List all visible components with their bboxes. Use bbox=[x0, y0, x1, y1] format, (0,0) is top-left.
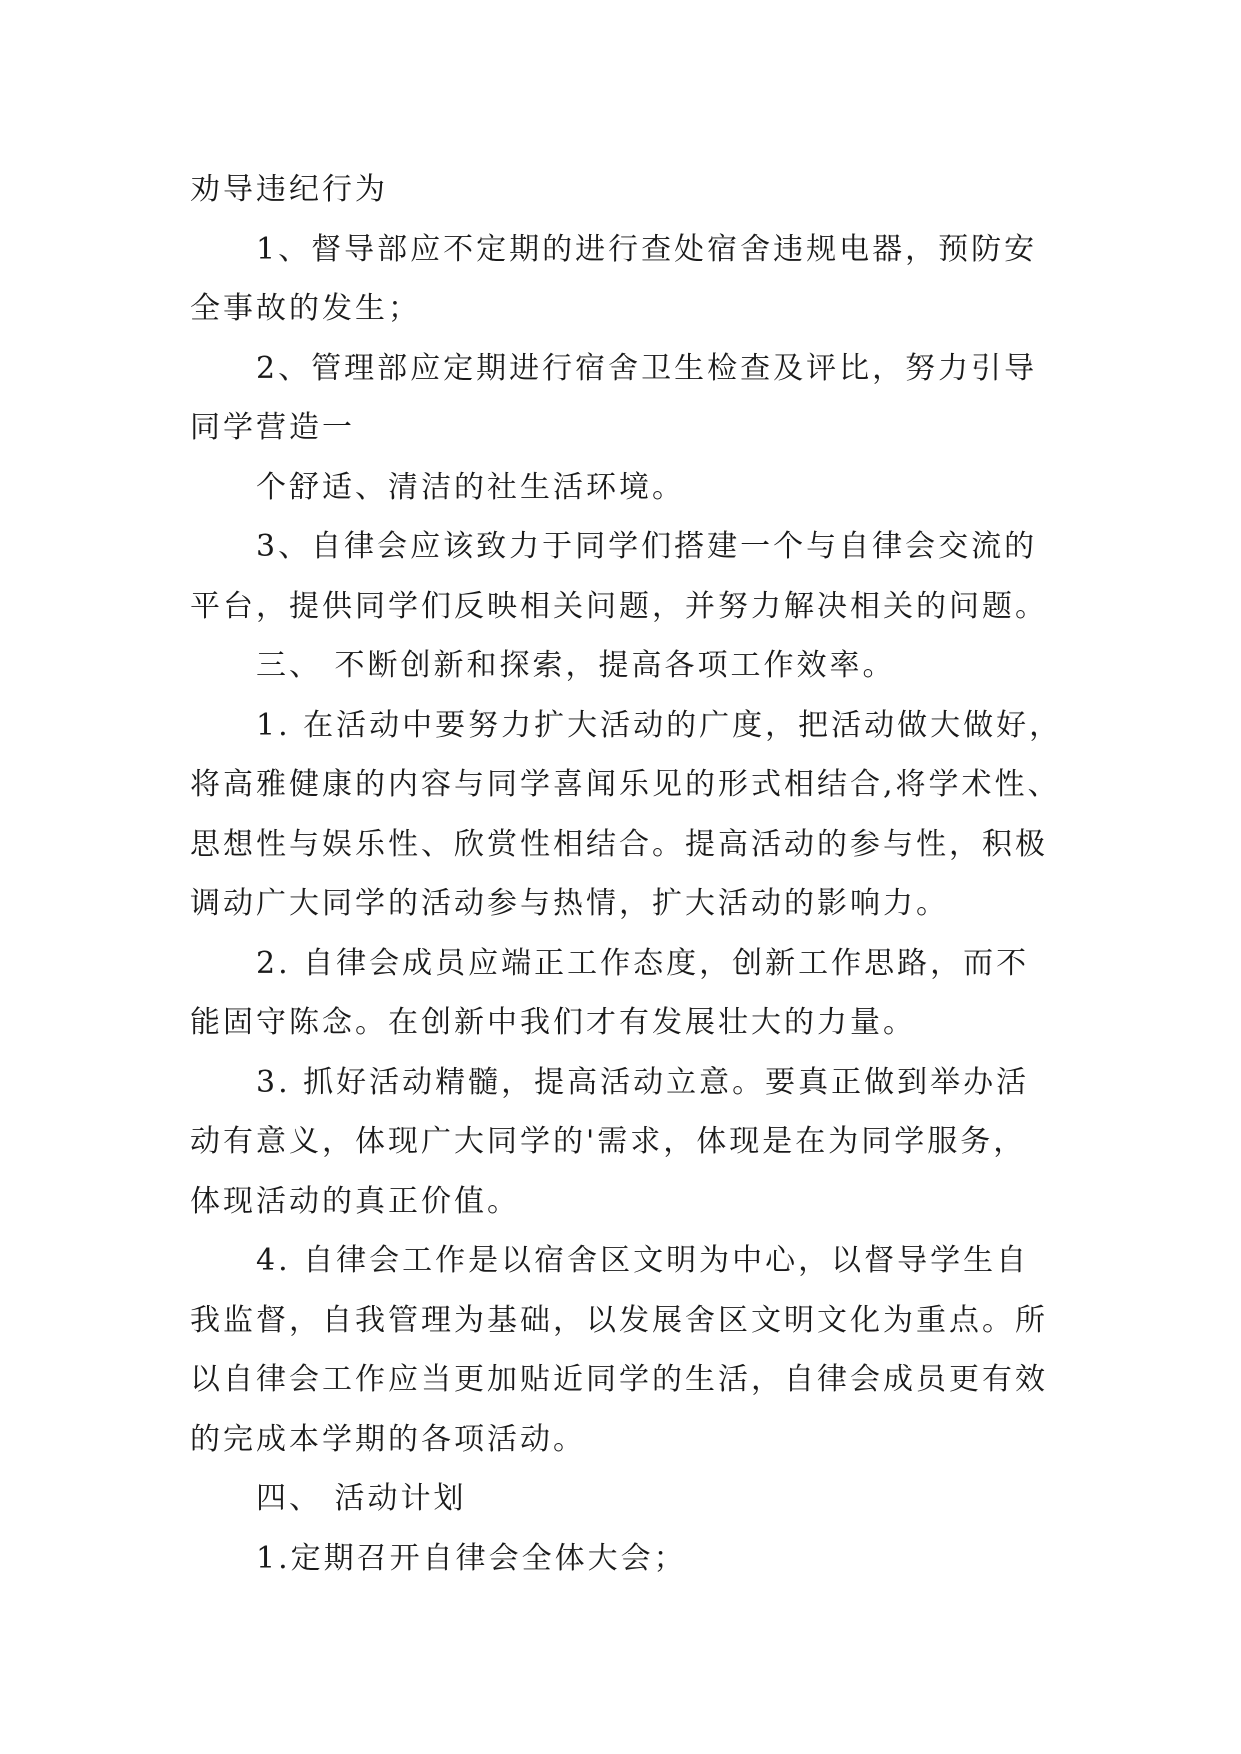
text-line: 劝导违纪行为 bbox=[190, 172, 388, 207]
text-line: 动有意义，体现广大同学的'需求，体现是在为同学服务， bbox=[190, 1124, 1027, 1159]
text-line: 2、管理部应定期进行宿舍卫生检查及评比，努力引导 bbox=[256, 350, 1038, 386]
text-line: 2. 自律会成员应端正工作态度，创新工作思路，而不 bbox=[256, 945, 1030, 981]
text-line: 3. 抓好活动精髓，提高活动立意。要真正做到举办活 bbox=[256, 1064, 1030, 1100]
text-line: 同学营造一 bbox=[190, 410, 355, 445]
document-body bbox=[190, 160, 1063, 1588]
text-line: 3、自律会应该致力于同学们搭建一个与自律会交流的 bbox=[256, 529, 1038, 564]
section-heading: 三、 不断创新和探索，提高各项工作效率。 bbox=[256, 648, 896, 683]
text-line: 以自律会工作应当更加贴近同学的生活，自律会成员更有效 bbox=[190, 1362, 1048, 1397]
text-line: 调动广大同学的活动参与热情，扩大活动的影响力。 bbox=[190, 886, 949, 921]
text-line: 1. 在活动中要努力扩大活动的广度，把活动做大做好， bbox=[256, 707, 1063, 743]
text-line: 平台，提供同学们反映相关问题，并努力解决相关的问题。 bbox=[190, 588, 1048, 624]
text-line: 体现活动的真正价值。 bbox=[190, 1183, 520, 1219]
text-line: 1.定期召开自律会全体大会； bbox=[256, 1540, 687, 1576]
section-heading: 四、 活动计划 bbox=[256, 1481, 467, 1516]
text-line: 能固守陈念。在创新中我们才有发展壮大的力量。 bbox=[190, 1005, 916, 1040]
text-line: 我监督，自我管理为基础，以发展舍区文明文化为重点。所 bbox=[190, 1302, 1048, 1338]
text-line: 将高雅健康的内容与同学喜闻乐见的形式相结合,将学术性、 bbox=[190, 767, 1061, 802]
text-line: 4. 自律会工作是以宿舍区文明为中心，以督导学生自 bbox=[256, 1243, 1030, 1278]
text-line: 的完成本学期的各项活动。 bbox=[190, 1421, 586, 1457]
text-line: 全事故的发生； bbox=[190, 291, 421, 326]
text-line: 思想性与娱乐性、欣赏性相结合。提高活动的参与性，积极 bbox=[190, 826, 1048, 862]
text-line: 1、督导部应不定期的进行查处宿舍违规电器，预防安 bbox=[256, 231, 1038, 267]
text-line: 个舒适、清洁的社生活环境。 bbox=[256, 469, 685, 505]
